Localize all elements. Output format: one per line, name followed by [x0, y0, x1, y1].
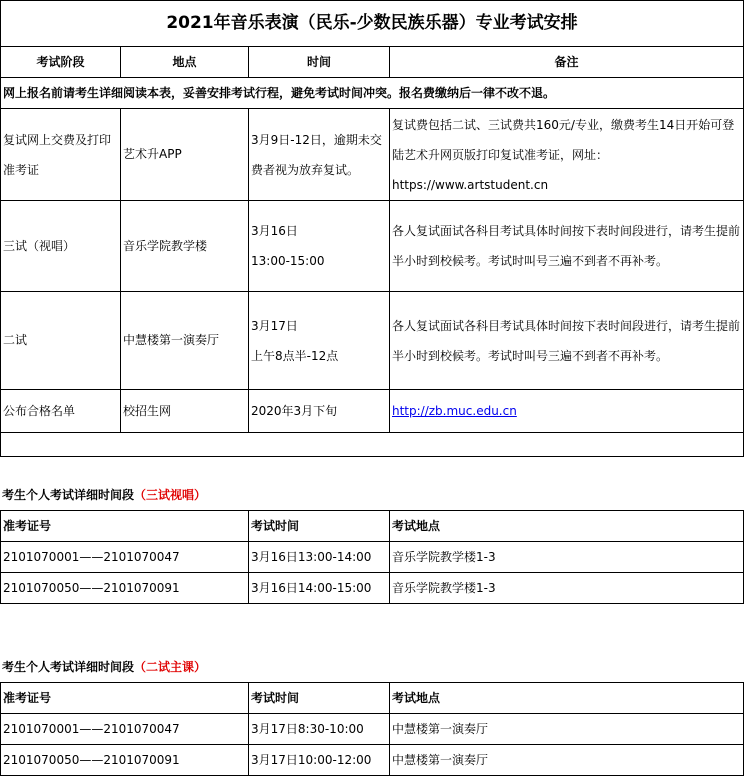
time-date: 3月16日	[251, 224, 298, 238]
place-cell: 音乐学院教学楼	[121, 201, 249, 292]
header-time: 时间	[249, 47, 390, 78]
section1-title-prefix: 考生个人考试详细时间段	[2, 488, 135, 502]
time-cell	[249, 201, 390, 292]
ticket-range: 2101070050——2101070091	[1, 745, 249, 776]
col-header: 考试时间	[249, 683, 390, 714]
note-cell	[390, 390, 744, 433]
notice-row: 网上报名前请考生详细阅读本表，妥善安排考试行程，避免考试时间冲突。报名费缴纳后一律不改不退。	[1, 78, 744, 109]
section2-table	[0, 682, 744, 776]
stage-cell: 公布合格名单	[1, 390, 121, 433]
exam-location: 中慧楼第一演奏厅	[390, 714, 744, 745]
note-cell: 各人复试面试各科目考试具体时间按下表时间段进行，请考生提前半小时到校候考。考试时叫号三遍不到者不再补考。	[390, 292, 744, 390]
col-header: 准考证号	[1, 683, 249, 714]
time-cell: 2020年3月下旬	[249, 390, 390, 433]
enrollment-link[interactable]: http://zb.muc.edu.cn	[392, 403, 517, 418]
exam-location: 音乐学院教学楼1-3	[390, 542, 744, 573]
header-place: 地点	[121, 47, 249, 78]
empty-row	[1, 433, 744, 457]
place-cell: 校招生网	[121, 390, 249, 433]
ticket-range: 2101070001——2101070047	[1, 542, 249, 573]
exam-time: 3月17日8:30-10:00	[249, 714, 390, 745]
col-header: 准考证号	[1, 511, 249, 542]
time-range: 13:00-15:00	[251, 254, 325, 268]
header-stage: 考试阶段	[1, 47, 121, 78]
col-header: 考试时间	[249, 511, 390, 542]
time-cell: 3月9日-12日，逾期未交费者视为放弃复试。	[249, 109, 390, 201]
exam-time: 3月17日10:00-12:00	[249, 745, 390, 776]
place-cell: 中慧楼第一演奏厅	[121, 292, 249, 390]
section2-title-highlight: （二试主课）	[134, 660, 207, 674]
section1-table	[0, 510, 744, 604]
table-title: 2021年音乐表演（民乐-少数民族乐器）专业考试安排	[1, 1, 744, 47]
time-cell	[249, 292, 390, 390]
note-cell: 复试费包括二试、三试费共160元/专业，缴费考生14日开始可登陆艺术升网页版打印复试准考证，网址：https://www.artstudent.cn	[390, 109, 744, 201]
table-row	[1, 714, 744, 745]
note-cell: 各人复试面试各科目考试具体时间按下表时间段进行，请考生提前半小时到校候考。考试时叫号三遍不到者不再补考。	[390, 201, 744, 292]
ticket-range: 2101070050——2101070091	[1, 573, 249, 604]
stage-cell: 复试网上交费及打印准考证	[1, 109, 121, 201]
time-range: 上午8点半-12点	[251, 348, 339, 363]
place-cell: 艺术升APP	[121, 109, 249, 201]
stage-cell: 二试	[1, 292, 121, 390]
col-header: 考试地点	[390, 683, 744, 714]
section1-title-highlight: （三试视唱）	[134, 488, 207, 502]
exam-time: 3月16日14:00-15:00	[249, 573, 390, 604]
exam-time: 3月16日13:00-14:00	[249, 542, 390, 573]
stage-cell: 三试（视唱）	[1, 201, 121, 292]
time-date: 3月17日	[251, 318, 298, 333]
table-row	[1, 745, 744, 776]
section2-title	[2, 658, 206, 675]
exam-location: 中慧楼第一演奏厅	[390, 745, 744, 776]
table-row	[1, 542, 744, 573]
section1-title	[2, 486, 206, 503]
header-note: 备注	[390, 47, 744, 78]
col-header: 考试地点	[390, 511, 744, 542]
ticket-range: 2101070001——2101070047	[1, 714, 249, 745]
exam-location: 音乐学院教学楼1-3	[390, 573, 744, 604]
table-row	[1, 573, 744, 604]
section2-title-prefix: 考生个人考试详细时间段	[2, 660, 135, 674]
